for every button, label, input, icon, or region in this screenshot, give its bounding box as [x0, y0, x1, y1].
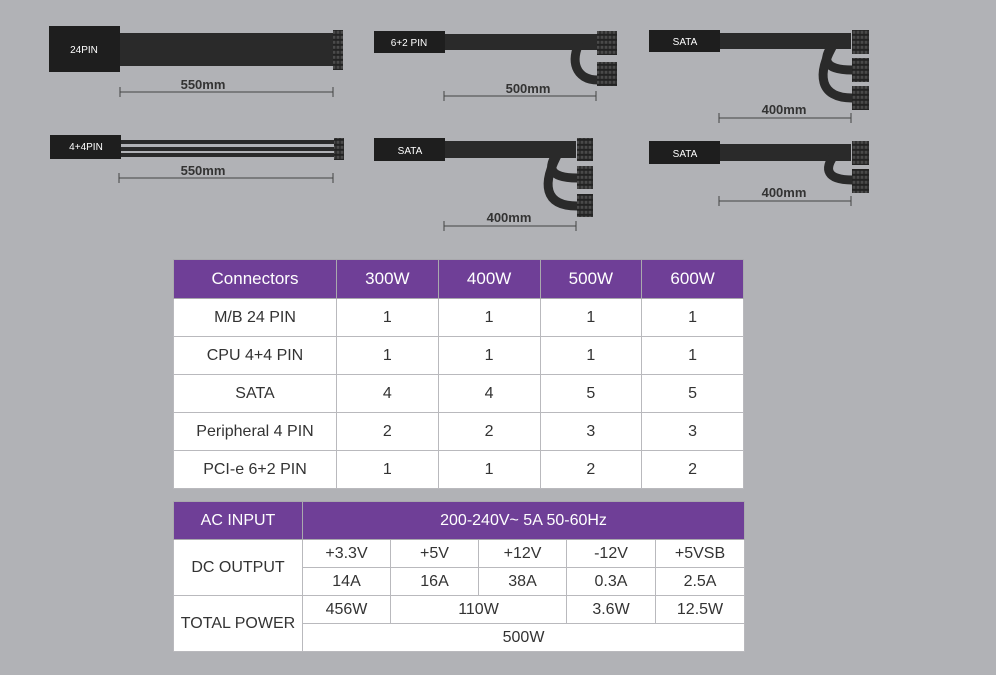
rail-current: 14A — [303, 568, 391, 596]
rail-voltage: +5VSB — [656, 540, 745, 568]
cable-connector-label: SATA — [672, 149, 698, 160]
total-power-rails-row — [174, 596, 745, 624]
connectors-header-row — [174, 260, 744, 299]
cable-length-label: 550mm — [180, 77, 226, 92]
cell-value: 5 — [540, 375, 642, 413]
cell-value: 4 — [438, 375, 540, 413]
cable-connector-label: SATA — [397, 146, 423, 157]
table-row — [174, 413, 744, 451]
table-row — [174, 299, 744, 337]
cable-6-2-pin — [374, 31, 617, 101]
total-power-label: TOTAL POWER — [174, 596, 303, 652]
cell-value: 5 — [642, 375, 744, 413]
cable-length-label: 500mm — [505, 81, 551, 96]
row-label: M/B 24 PIN — [174, 299, 337, 337]
rail-voltage: -12V — [567, 540, 656, 568]
table-row — [174, 337, 744, 375]
cable-connector-label: SATA — [672, 37, 698, 48]
cell-value: 1 — [438, 299, 540, 337]
cell-value: 1 — [642, 337, 744, 375]
header-connectors: Connectors — [174, 260, 337, 299]
table-row — [174, 451, 744, 489]
cell-value: 1 — [337, 451, 439, 489]
cell-value: 4 — [337, 375, 439, 413]
ac-input-label: AC INPUT — [174, 502, 303, 540]
cable-diagram — [0, 0, 996, 250]
cable-24pin — [49, 26, 343, 97]
cell-value: 1 — [642, 299, 744, 337]
rail-voltage: +5V — [391, 540, 479, 568]
cable-connector-label: 4+4PIN — [69, 142, 103, 153]
rail-power: 110W — [391, 596, 567, 624]
cable-sata-bottom — [649, 141, 869, 206]
cable-4-4-pin — [50, 135, 344, 183]
rail-voltage: +12V — [479, 540, 567, 568]
header-500w: 500W — [540, 260, 642, 299]
cell-value: 1 — [540, 337, 642, 375]
header-300w: 300W — [337, 260, 439, 299]
rail-power: 456W — [303, 596, 391, 624]
rail-current: 2.5A — [656, 568, 745, 596]
total-power-value: 500W — [303, 624, 745, 652]
rail-power: 3.6W — [567, 596, 656, 624]
dc-output-rails-row — [174, 540, 745, 568]
cell-value: 3 — [642, 413, 744, 451]
table-row — [174, 375, 744, 413]
ac-input-row — [174, 502, 745, 540]
row-label: PCI-e 6+2 PIN — [174, 451, 337, 489]
rail-power: 12.5W — [656, 596, 745, 624]
cable-connector-label: 6+2 PIN — [390, 38, 428, 49]
header-600w: 600W — [642, 260, 744, 299]
rail-current: 0.3A — [567, 568, 656, 596]
cell-value: 1 — [438, 451, 540, 489]
cable-sata-middle — [374, 138, 593, 231]
cable-length-label: 400mm — [761, 185, 807, 200]
cell-value: 1 — [540, 299, 642, 337]
power-specs-table — [173, 501, 745, 652]
cable-connector-label: 24PIN — [70, 45, 98, 56]
cable-sata-top — [649, 30, 869, 123]
cell-value: 1 — [337, 299, 439, 337]
rail-current: 16A — [391, 568, 479, 596]
dc-output-label: DC OUTPUT — [174, 540, 303, 596]
cable-length-label: 400mm — [761, 102, 807, 117]
cell-value: 3 — [540, 413, 642, 451]
rail-voltage: +3.3V — [303, 540, 391, 568]
rail-current: 38A — [479, 568, 567, 596]
cell-value: 1 — [337, 337, 439, 375]
connectors-table — [173, 259, 744, 489]
cable-length-label: 400mm — [486, 210, 532, 225]
cell-value: 2 — [438, 413, 540, 451]
header-400w: 400W — [438, 260, 540, 299]
cell-value: 1 — [438, 337, 540, 375]
ac-input-value: 200-240V~ 5A 50-60Hz — [303, 502, 745, 540]
cable-length-label: 550mm — [180, 163, 226, 178]
row-label: Peripheral 4 PIN — [174, 413, 337, 451]
row-label: CPU 4+4 PIN — [174, 337, 337, 375]
cell-value: 2 — [540, 451, 642, 489]
cell-value: 2 — [337, 413, 439, 451]
row-label: SATA — [174, 375, 337, 413]
cell-value: 2 — [642, 451, 744, 489]
